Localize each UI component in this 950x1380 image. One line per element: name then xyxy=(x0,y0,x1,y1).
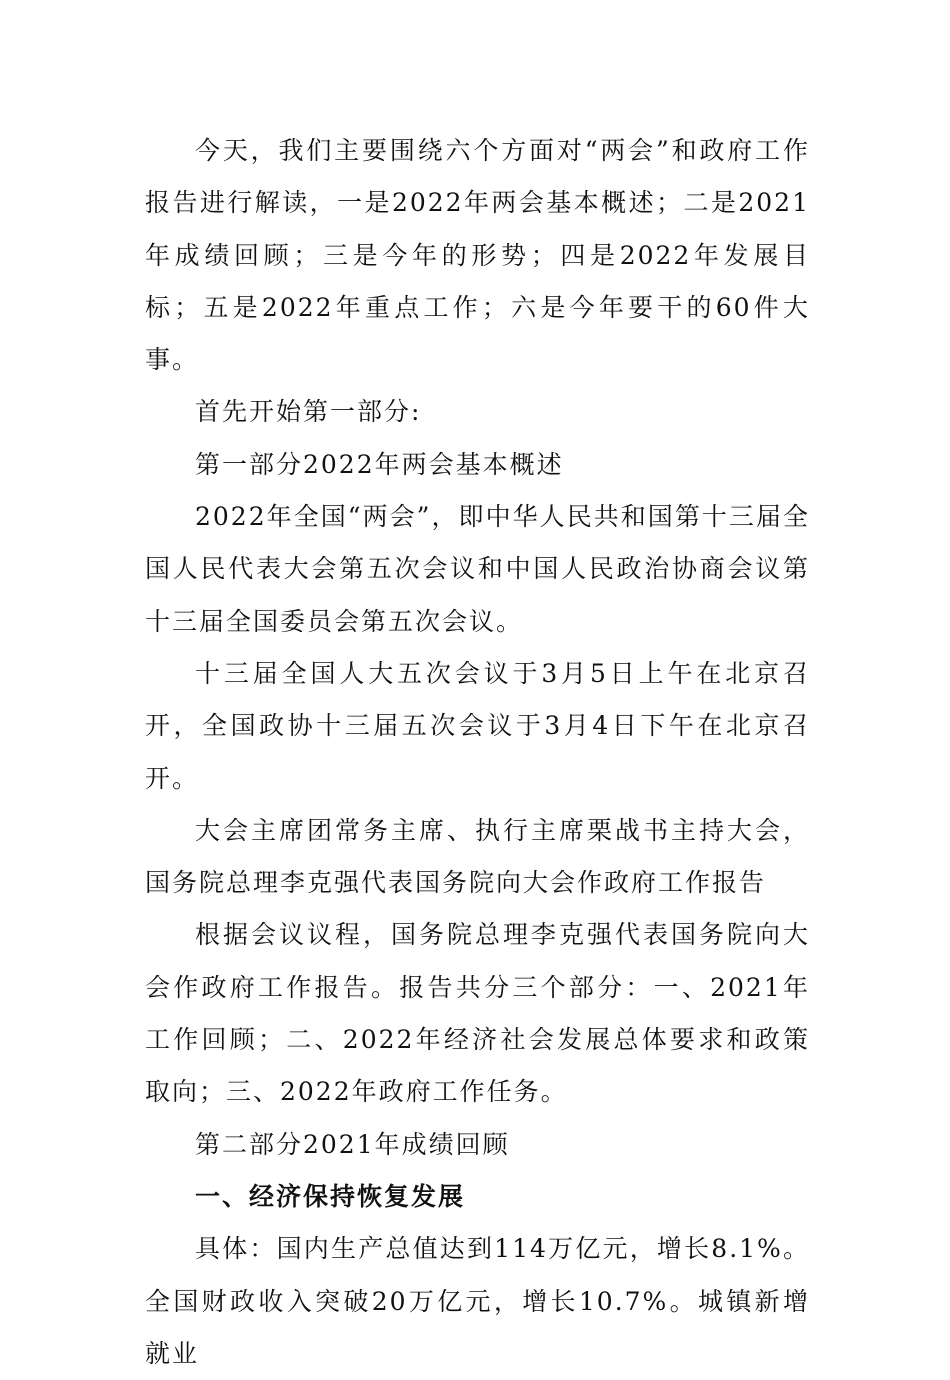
paragraph-presidium: 大会主席团常务主席、执行主席栗战书主持大会，国务院总理李克强代表国务院向大会作政府工作报告 xyxy=(145,815,810,898)
paragraph-intro: 今天，我们主要围绕六个方面对“两会”和政府工作报告进行解读，一是2022年两会基本概述；二是2021年成绩回顾；三是今年的形势；四是2022年发展目标；五是2022年重点工作；六是今年要干的60件大事。 xyxy=(145,136,810,375)
paragraph-two-sessions: 2022年全国“两会”，即中华人民共和国第十三届全国人民代表大会第五次会议和中国人民政治协商会议第十三届全国委员会第五次会议。 xyxy=(145,502,810,636)
document-body xyxy=(145,125,810,1380)
paragraph-economy-details: 具体：国内生产总值达到114万亿元，增长8.1%。全国财政收入突破20万亿元，增长10.7%。城镇新增就业 xyxy=(145,1234,810,1368)
paragraph-meeting-dates: 十三届全国人大五次会议于3月5日上午在北京召开，全国政协十三届五次会议于3月4日下午在北京召开。 xyxy=(145,658,810,793)
section-heading-part-one: 第一部分2022年两会基本概述 xyxy=(195,449,564,479)
paragraph-begin: 首先开始第一部分: xyxy=(195,397,422,427)
section-heading-part-two: 第二部分2021年成绩回顾 xyxy=(195,1129,510,1159)
paragraph-agenda: 根据会议议程，国务院总理李克强代表国务院向大会作政府工作报告。报告共分三个部分：一、2021年工作回顾；二、2022年经济社会发展总体要求和政策取向；三、2022年政府工作任务。 xyxy=(145,920,810,1107)
subheading-economy: 一、经济保持恢复发展 xyxy=(195,1181,466,1211)
